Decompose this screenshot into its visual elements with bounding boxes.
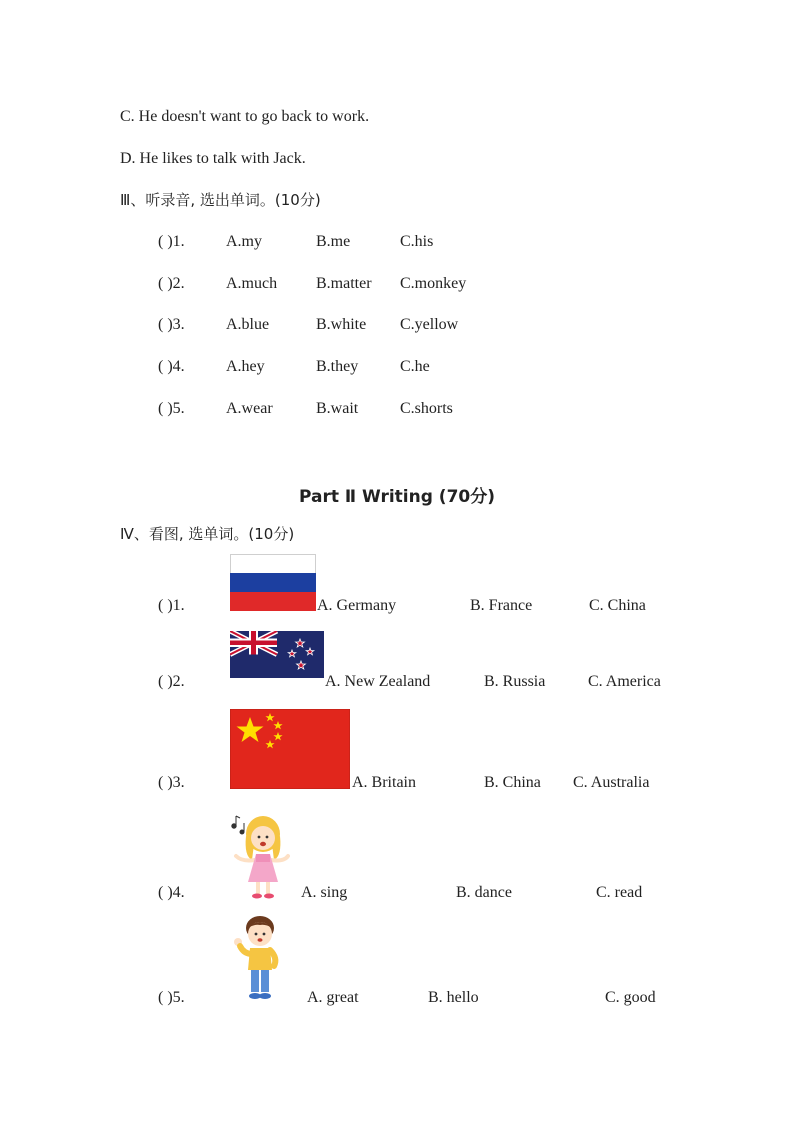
option-c: C. good — [605, 989, 656, 1006]
waving-boy-image — [230, 912, 284, 1002]
option-b: B. China — [484, 774, 541, 791]
option-c: C. America — [588, 673, 661, 690]
russia-flag-image — [230, 554, 316, 611]
option-c: C.monkey — [400, 275, 467, 292]
option-a: A. sing — [301, 884, 348, 901]
item-number: ( )3. — [158, 774, 185, 791]
item-number: ( )4. — [158, 358, 185, 375]
option-c: C.his — [400, 233, 434, 250]
option-c: C. China — [589, 597, 646, 614]
option-b: B.wait — [316, 400, 359, 417]
item-number: ( )5. — [158, 989, 185, 1006]
option-b: B.me — [316, 233, 351, 250]
option-a: A. New Zealand — [325, 673, 431, 690]
option-a: A. Germany — [317, 597, 397, 614]
item-number: ( )5. — [158, 400, 185, 417]
option-a: A.much — [226, 275, 278, 292]
option-b: B.matter — [316, 275, 372, 292]
option-c: C.he — [400, 358, 430, 375]
option-a: A.hey — [226, 358, 265, 375]
option-c: C.yellow — [400, 316, 459, 333]
item-number: ( )2. — [158, 275, 185, 292]
option-a: A. great — [307, 989, 359, 1006]
option-b: B. France — [470, 597, 533, 614]
item-number: ( )3. — [158, 316, 185, 333]
option-c-text: C. He doesn't want to go back to work. — [120, 108, 370, 125]
section4-heading: Ⅳ、看图, 选单词。(10分) — [120, 525, 295, 543]
option-b: B.white — [316, 316, 367, 333]
item-number: ( )4. — [158, 884, 185, 901]
part2-title: Part Ⅱ Writing (70分) — [298, 487, 496, 507]
option-b: B. dance — [456, 884, 512, 901]
option-b: B. hello — [428, 989, 479, 1006]
option-a: A.blue — [226, 316, 270, 333]
option-c: C.shorts — [400, 400, 453, 417]
option-b: B. Russia — [484, 673, 546, 690]
item-number: ( )1. — [158, 597, 185, 614]
option-c: C. Australia — [573, 774, 650, 791]
item-number: ( )2. — [158, 673, 185, 690]
option-d-text: D. He likes to talk with Jack. — [120, 150, 306, 167]
option-a: A.wear — [226, 400, 273, 417]
new-zealand-flag-image — [230, 631, 324, 678]
china-flag-image — [230, 709, 350, 789]
item-number: ( )1. — [158, 233, 185, 250]
option-a: A.my — [226, 233, 262, 250]
option-c: C. read — [596, 884, 643, 901]
option-a: A. Britain — [352, 774, 416, 791]
singing-girl-image — [228, 810, 290, 902]
option-b: B.they — [316, 358, 359, 375]
section3-heading: Ⅲ、听录音, 选出单词。(10分) — [120, 191, 321, 209]
